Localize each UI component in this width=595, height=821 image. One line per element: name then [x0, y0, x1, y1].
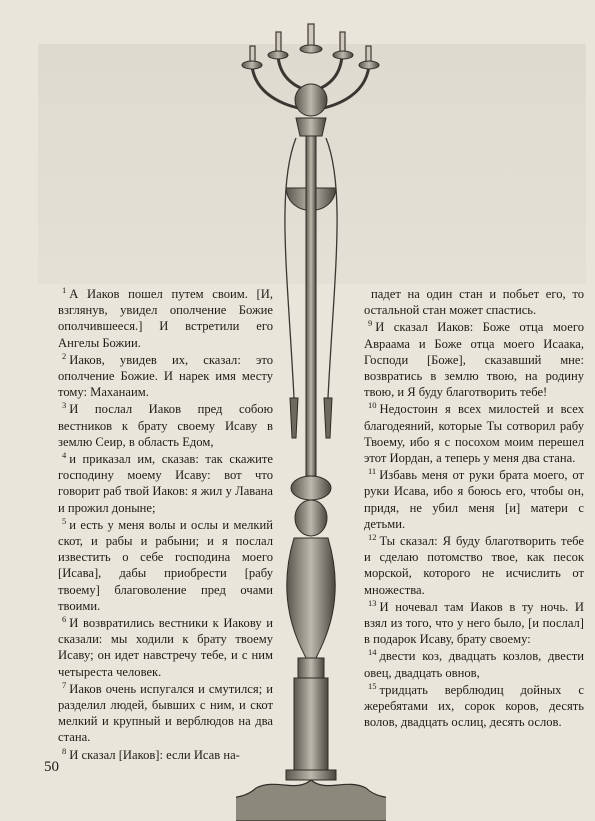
verse [364, 319, 584, 400]
verse-number: 8 [62, 745, 67, 756]
verse-number: 6 [62, 613, 67, 624]
verse-text: Недостоин я всех милостей и всех благодеяний, которые Ты сотворил рабу Твоему, ибо я с посохом моим перешел этот Иордан, а теперь у меня два стана. [364, 402, 584, 466]
verse-number: 14 [368, 647, 377, 658]
verse-text: и есть у меня волы и ослы и мелкий скот, и рабы и рабыни; и я послал известить о себе господина моего [Исава], дабы приобрести [рабу твоему] благоволение пред очами твоими. [58, 517, 273, 613]
verse [58, 747, 273, 763]
text-column-right [364, 286, 584, 731]
verse [364, 286, 584, 318]
verse [58, 517, 273, 614]
verse-number: 10 [368, 400, 377, 411]
verse-text: И послал Иаков пред собою вестников к брату своему Исаву в землю Сеир, в область Едом, [58, 402, 273, 449]
verse-text: И сказал Иаков: Боже отца моего Авраама и Боже отца моего Исаака, Господи [Боже], сказавший мне: возвратись в землю твою, на родину твою, и Я буду благотворить тебе! [364, 320, 584, 400]
verse-text: и приказал им, сказав: так скажите господину моему Исаву: вот что говорит раб твой Иаков: я жил у Лавана и прожил доныне; [58, 452, 273, 515]
verse-text: Иаков, увидев их, сказал: это ополчение Божие. И нарек имя месту тому: Маханаим. [58, 352, 273, 400]
verse-text: тридцать верблюдиц дойных с жеребятами их, сорок коров, десять волов, двадцать ослиц, десять ослов. [364, 682, 584, 730]
verse-text: падет на один стан и побьет его, то остальной стан может спастись. [364, 287, 584, 318]
verse-text: двести коз, двадцать козлов, двести овец, двадцать овнов, [364, 649, 584, 680]
verse [364, 648, 584, 680]
verse-text: И ночевал там Иаков в ту ночь. И взял из того, что у него было, [и послал] в подарок Исаву, брату своему: [364, 599, 584, 647]
text-column-left [58, 286, 273, 764]
verse-number: 9 [368, 318, 373, 329]
verse-text: Избавь меня от руки брата моего, от руки Исава, ибо я боюсь его, чтобы он, придя, не убил меня [и] матери с детьми. [364, 468, 584, 531]
verse [364, 467, 584, 532]
verse-number: 11 [368, 466, 377, 477]
verse-number: 12 [368, 531, 377, 542]
verse-number: 3 [62, 400, 67, 411]
page-number: 50 [44, 759, 59, 775]
verse-text: Ты сказал: Я буду благотворить тебе и сделаю потомство твое, как песок морской, которого не исчислить от множества. [364, 534, 584, 597]
verse [58, 286, 273, 351]
verse-number: 1 [62, 284, 67, 295]
verse-text: А Иаков пошел путем своим. [И, взглянув, увидел ополчение Божие ополчившееся.] И встретили его Ангелы Божии. [58, 287, 273, 350]
verse-number: 2 [62, 350, 67, 361]
verse-text: Иаков очень испугался и смутился; и разделил людей, бывших с ним, и скот мелкий и крупный и верблюдов на два стана. [58, 681, 273, 745]
verse [364, 401, 584, 466]
verse-number: 4 [62, 449, 67, 460]
verse [364, 599, 584, 648]
verse-number: 13 [368, 597, 377, 608]
verse [58, 451, 273, 516]
verse-number: 7 [62, 679, 67, 690]
verse-number: 5 [62, 515, 67, 526]
verse [364, 533, 584, 598]
verse-number: 15 [368, 680, 377, 691]
verse [58, 681, 273, 746]
verse [58, 401, 273, 450]
verse [58, 615, 273, 680]
verse-text: И сказал [Иаков]: если Исав на- [69, 747, 240, 762]
verse-text: И возвратились вестники к Иакову и сказали: мы ходили к брату твоему Исаву; он идет навстречу тебе, и с ним четыреста человек. [58, 616, 273, 679]
verse [364, 682, 584, 731]
verse [58, 352, 273, 401]
